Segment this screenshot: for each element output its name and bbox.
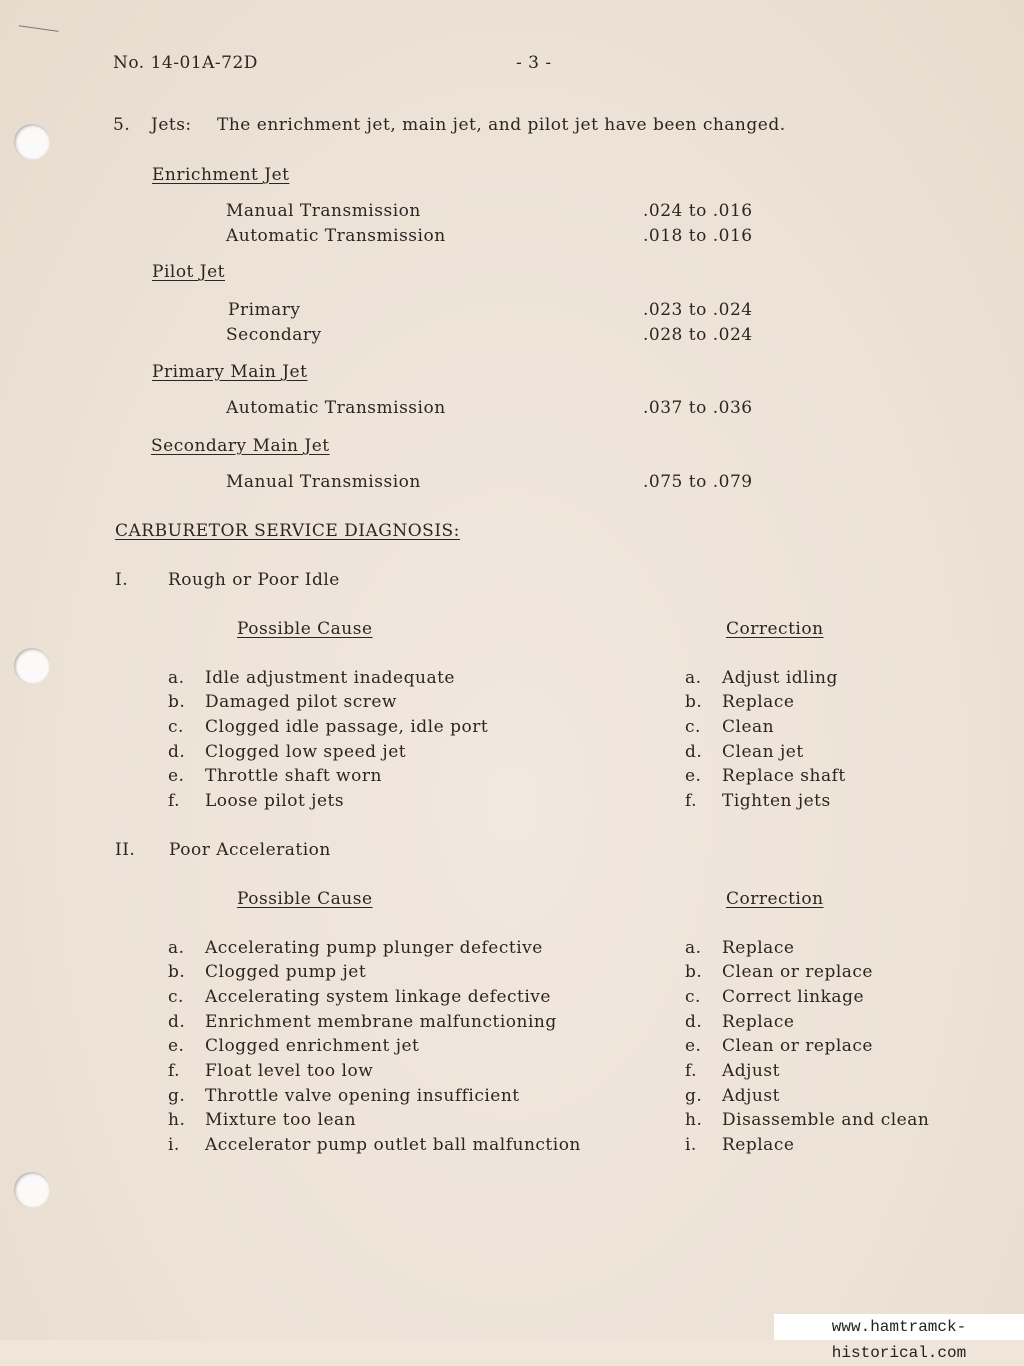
row-letter: d. xyxy=(685,742,703,762)
row-letter: a. xyxy=(168,938,185,958)
row-correction: Clean or replace xyxy=(722,1036,873,1056)
row-letter: g. xyxy=(685,1086,703,1106)
pilot-jet-title: Pilot Jet xyxy=(152,262,225,282)
possible-cause-header: Possible Cause xyxy=(237,619,373,639)
row-cause: Loose pilot jets xyxy=(205,791,345,811)
row-letter: c. xyxy=(685,987,701,1007)
row-correction: Adjust xyxy=(722,1061,780,1081)
page-number: - 3 - xyxy=(516,53,552,73)
row-cause: Mixture too lean xyxy=(205,1110,357,1130)
row-letter: b. xyxy=(685,692,703,712)
row-letter: e. xyxy=(168,1036,185,1056)
site-url-watermark: www.hamtramck-historical.com xyxy=(774,1314,1024,1340)
section-numeral: II. xyxy=(115,840,136,860)
row-correction: Adjust idling xyxy=(722,668,838,688)
row-cause: Throttle shaft worn xyxy=(205,766,382,786)
jet-row-label: Automatic Transmission xyxy=(226,398,446,418)
row-cause: Clogged low speed jet xyxy=(205,742,407,762)
row-letter: g. xyxy=(168,1086,186,1106)
row-letter: i. xyxy=(168,1135,180,1155)
row-letter: d. xyxy=(685,1012,703,1032)
jet-row-value: .023 to .024 xyxy=(643,300,753,320)
correction-header: Correction xyxy=(726,619,824,639)
row-correction: Clean or replace xyxy=(722,962,873,982)
section-title: Poor Acceleration xyxy=(169,840,331,860)
section-title: Rough or Poor Idle xyxy=(168,570,340,590)
binder-hole-icon xyxy=(14,648,50,684)
row-letter: b. xyxy=(168,692,186,712)
row-cause: Accelerating pump plunger defective xyxy=(205,938,543,958)
possible-cause-header: Possible Cause xyxy=(237,889,373,909)
row-correction: Clean xyxy=(722,717,775,737)
row-letter: a. xyxy=(685,668,702,688)
jet-row-value: .028 to .024 xyxy=(643,325,753,345)
row-letter: b. xyxy=(685,962,703,982)
row-letter: a. xyxy=(168,668,185,688)
row-letter: d. xyxy=(168,1012,186,1032)
primary-main-jet-title: Primary Main Jet xyxy=(152,362,308,382)
binder-hole-icon xyxy=(14,1172,50,1208)
row-cause: Float level too low xyxy=(205,1061,374,1081)
row-cause: Damaged pilot screw xyxy=(205,692,397,712)
row-cause: Clogged enrichment jet xyxy=(205,1036,420,1056)
secondary-main-jet-title: Secondary Main Jet xyxy=(151,436,330,456)
row-correction: Tighten jets xyxy=(722,791,831,811)
section-numeral: I. xyxy=(115,570,129,590)
row-letter: f. xyxy=(685,1061,698,1081)
row-correction: Correct linkage xyxy=(722,987,865,1007)
row-letter: a. xyxy=(685,938,702,958)
row-correction: Replace xyxy=(722,1012,795,1032)
jet-row-label: Automatic Transmission xyxy=(226,226,446,246)
row-letter: e. xyxy=(168,766,185,786)
doc-number: No. 14-01A-72D xyxy=(113,53,258,73)
jet-row-value: .018 to .016 xyxy=(643,226,753,246)
correction-header: Correction xyxy=(726,889,824,909)
row-correction: Disassemble and clean xyxy=(722,1110,930,1130)
row-letter: d. xyxy=(168,742,186,762)
row-letter: c. xyxy=(685,717,701,737)
pencil-mark xyxy=(17,25,58,41)
row-correction: Replace xyxy=(722,692,795,712)
row-letter: c. xyxy=(168,987,184,1007)
jets-intro-text: The enrichment jet, main jet, and pilot jet have been changed. xyxy=(217,115,786,135)
jet-row-value: .075 to .079 xyxy=(643,472,753,492)
enrichment-jet-title: Enrichment Jet xyxy=(152,165,290,185)
row-letter: e. xyxy=(685,766,702,786)
jet-row-value: .024 to .016 xyxy=(643,201,753,221)
diagnosis-title: CARBURETOR SERVICE DIAGNOSIS: xyxy=(115,521,460,541)
binder-hole-icon xyxy=(14,124,50,160)
row-letter: b. xyxy=(168,962,186,982)
row-cause: Clogged idle passage, idle port xyxy=(205,717,489,737)
row-correction: Replace shaft xyxy=(722,766,846,786)
row-correction: Adjust xyxy=(722,1086,780,1106)
jet-row-label: Secondary xyxy=(226,325,322,345)
row-letter: e. xyxy=(685,1036,702,1056)
row-letter: i. xyxy=(685,1135,697,1155)
row-correction: Replace xyxy=(722,1135,795,1155)
jet-row-label: Primary xyxy=(228,300,301,320)
row-cause: Accelerator pump outlet ball malfunction xyxy=(205,1135,581,1155)
row-letter: f. xyxy=(168,791,181,811)
row-cause: Accelerating system linkage defective xyxy=(205,987,551,1007)
jet-row-label: Manual Transmission xyxy=(226,201,421,221)
row-letter: h. xyxy=(685,1110,703,1130)
row-cause: Clogged pump jet xyxy=(205,962,367,982)
row-correction: Clean jet xyxy=(722,742,804,762)
jet-row-label: Manual Transmission xyxy=(226,472,421,492)
jet-row-value: .037 to .036 xyxy=(643,398,753,418)
item-number: 5. xyxy=(113,115,131,135)
row-correction: Replace xyxy=(722,938,795,958)
row-letter: f. xyxy=(168,1061,181,1081)
row-cause: Idle adjustment inadequate xyxy=(205,668,455,688)
jets-label: Jets: xyxy=(151,115,192,135)
row-cause: Throttle valve opening insufficient xyxy=(205,1086,520,1106)
row-letter: f. xyxy=(685,791,698,811)
row-letter: c. xyxy=(168,717,184,737)
row-cause: Enrichment membrane malfunctioning xyxy=(205,1012,557,1032)
row-letter: h. xyxy=(168,1110,186,1130)
